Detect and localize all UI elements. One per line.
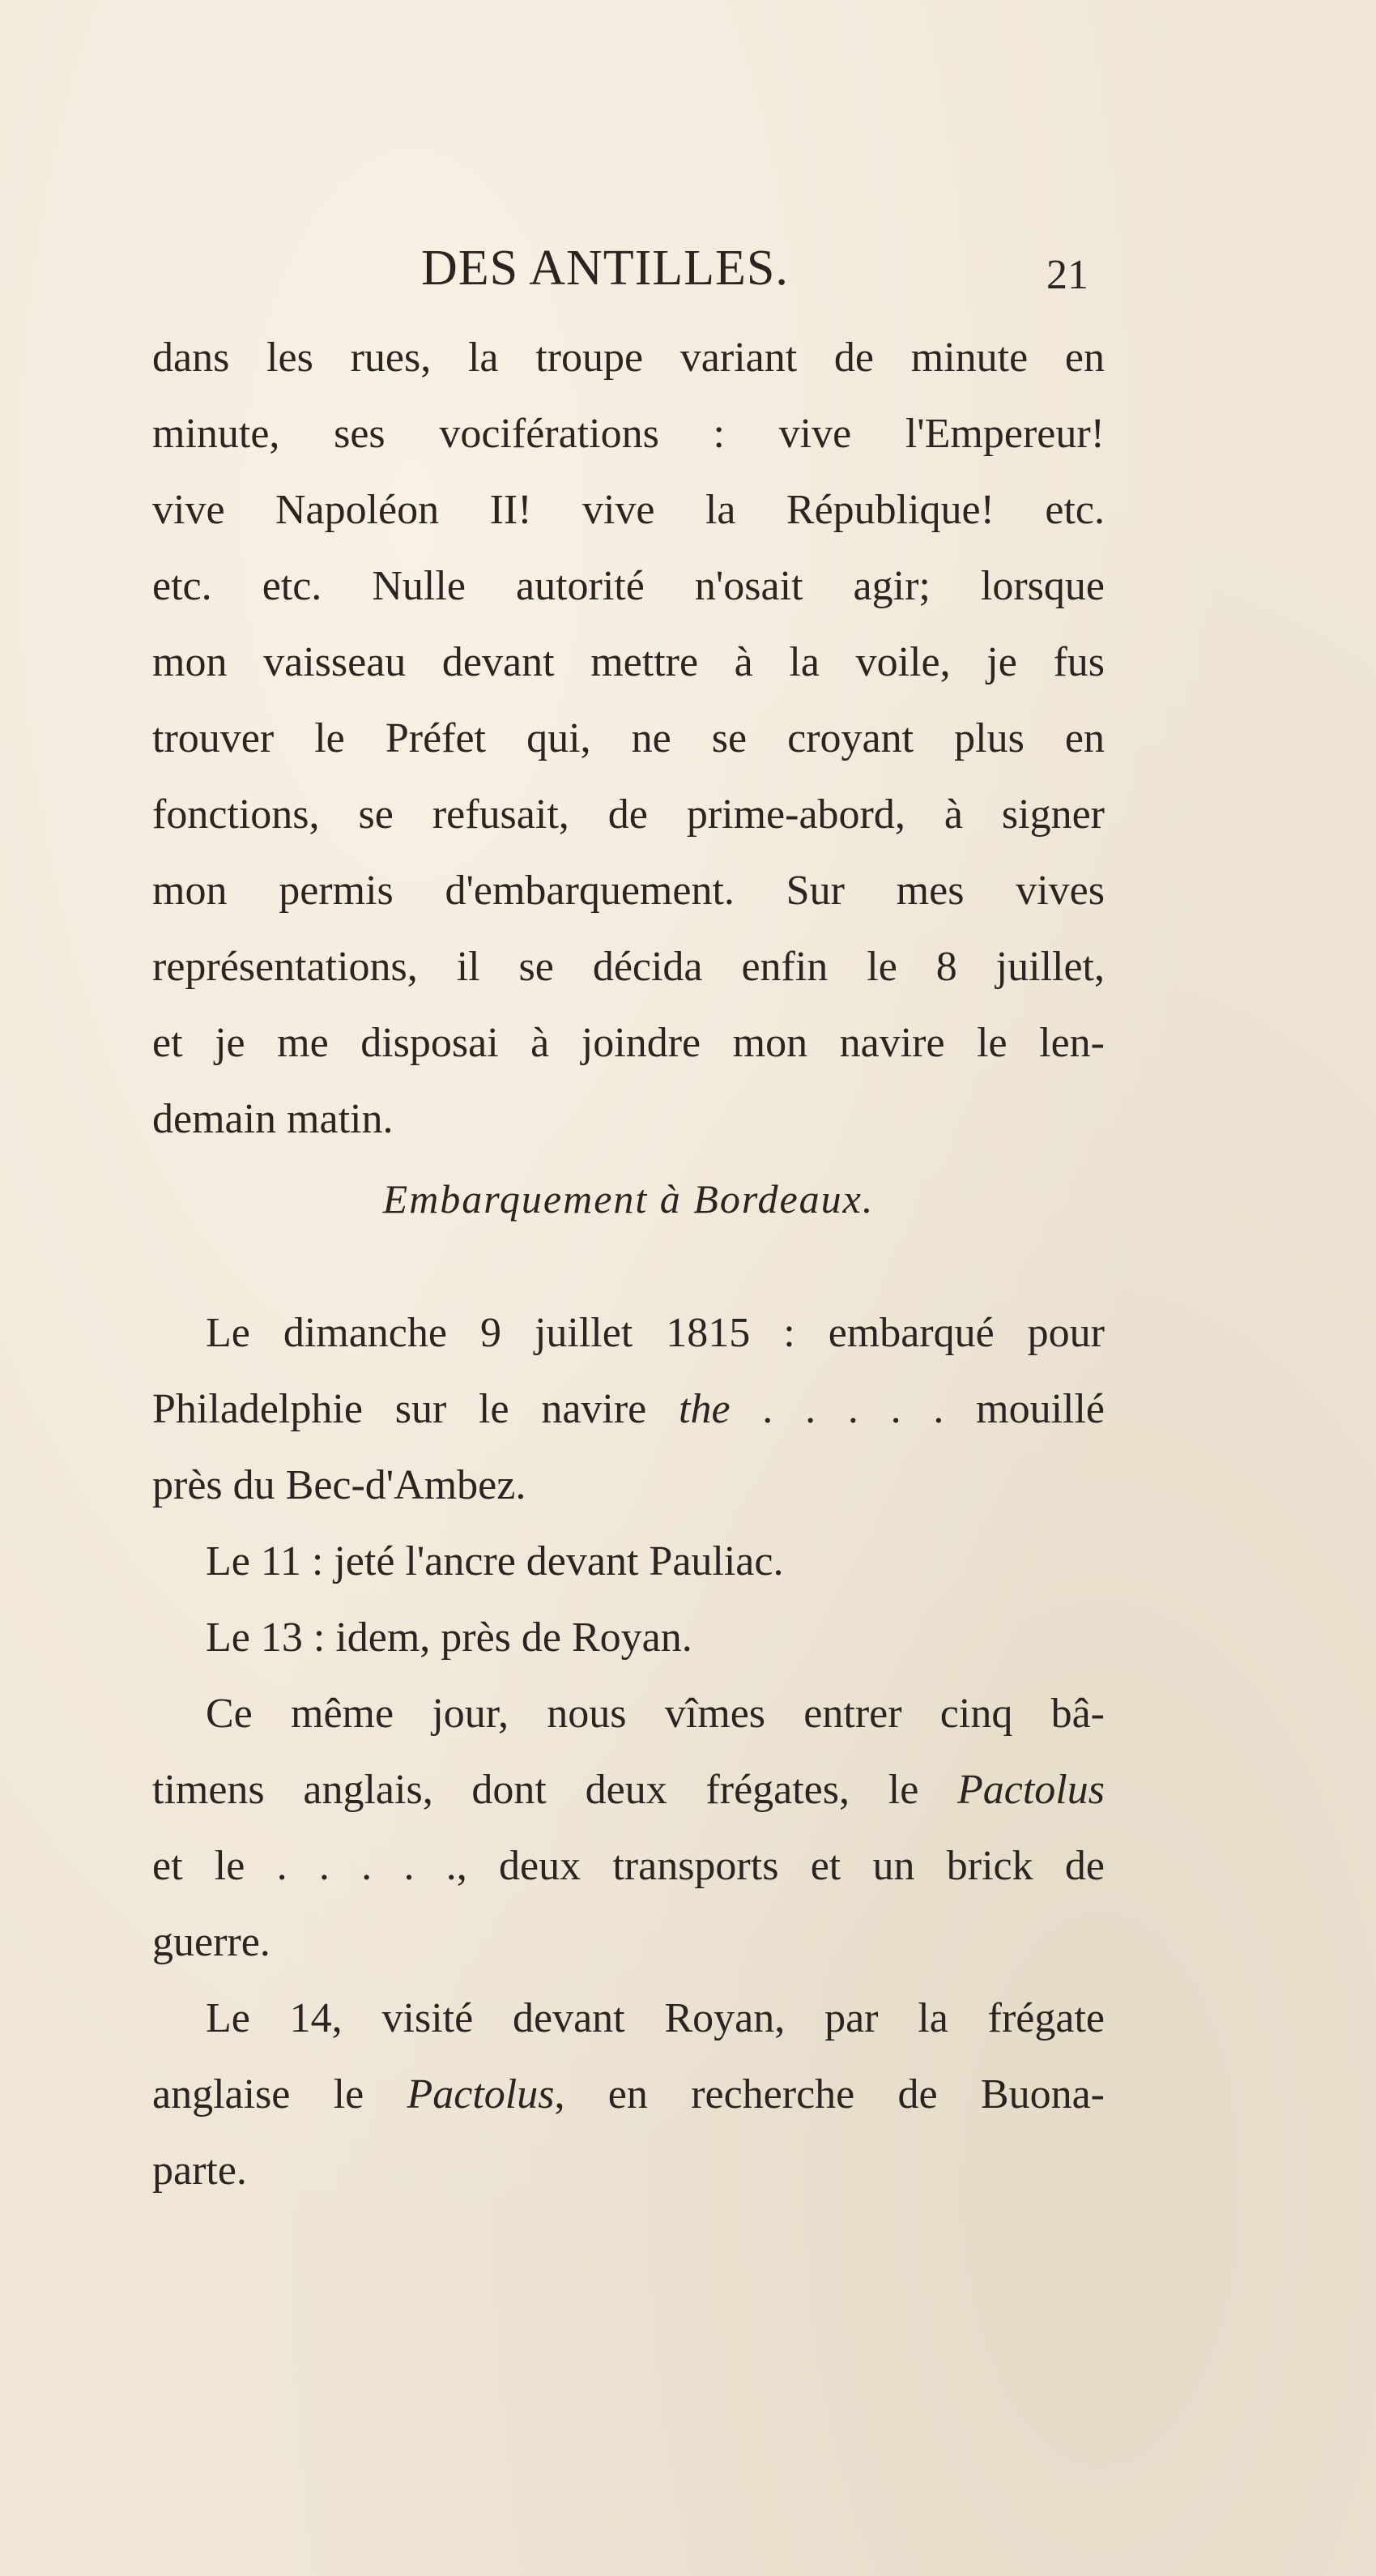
text-line [152, 1752, 1105, 1828]
text-line [152, 2057, 1105, 2133]
text-span: . . . . . mouillé [730, 1386, 1105, 1432]
text-span: timens anglais, dont deux frégates, le [152, 1767, 958, 1813]
text-line: vive Napoléon II! vive la République! etc. [152, 487, 1105, 533]
text-line: etc. etc. Nulle autorité n'osait agir; lorsque [152, 563, 1105, 609]
body-text [152, 320, 1105, 2209]
page-number: 21 [1046, 252, 1088, 298]
text-line: fonctions, se refusait, de prime-abord, à signer [152, 791, 1105, 838]
text-line: Le dimanche 9 juillet 1815 : embarqué pour [206, 1310, 1105, 1356]
text-line: mon vaisseau devant mettre à la voile, je fus [152, 639, 1105, 685]
journal-entries [152, 1295, 1105, 2209]
text-line: guerre. [152, 1919, 271, 1965]
section-heading: Embarquement à Bordeaux. [382, 1176, 875, 1222]
text-line: Le 14, visité devant Royan, par la frégate [206, 1995, 1105, 2041]
text-line: trouver le Préfet qui, ne se croyant plus en [152, 715, 1105, 761]
ship-name: the [679, 1386, 731, 1432]
text-line: dans les rues, la troupe variant de minute en [152, 335, 1105, 381]
text-span: anglaise le [152, 2071, 407, 2118]
text-line: parte. [152, 2147, 247, 2194]
ship-name: Pactolus [957, 1767, 1105, 1813]
text-line: près du Bec-d'Ambez. [152, 1462, 526, 1508]
text-line: mon permis d'embarquement. Sur mes vives [152, 868, 1105, 914]
text-span: Philadelphie sur le navire [152, 1386, 679, 1432]
text-span: , en recherche de Buona- [554, 2071, 1105, 2118]
text-line: et le . . . . ., deux transports et un brick de [152, 1843, 1105, 1889]
paragraph [152, 320, 1105, 1158]
ship-name: Pactolus [407, 2071, 555, 2118]
text-line [152, 1371, 1105, 1448]
text-line: Le 11 : jeté l'ancre devant Pauliac. [206, 1538, 784, 1584]
text-line: demain matin. [152, 1096, 394, 1142]
running-head: DES ANTILLES. [421, 241, 789, 296]
text-line: et je me disposai à joindre mon navire le len- [152, 1020, 1105, 1066]
text-line: représentations, il se décida enfin le 8 juillet, [152, 944, 1105, 990]
text-line: Ce même jour, nous vîmes entrer cinq bâ- [206, 1691, 1105, 1737]
text-line: Le 13 : idem, près de Royan. [206, 1614, 692, 1661]
text-line: minute, ses vociférations : vive l'Empereur! [152, 411, 1105, 457]
